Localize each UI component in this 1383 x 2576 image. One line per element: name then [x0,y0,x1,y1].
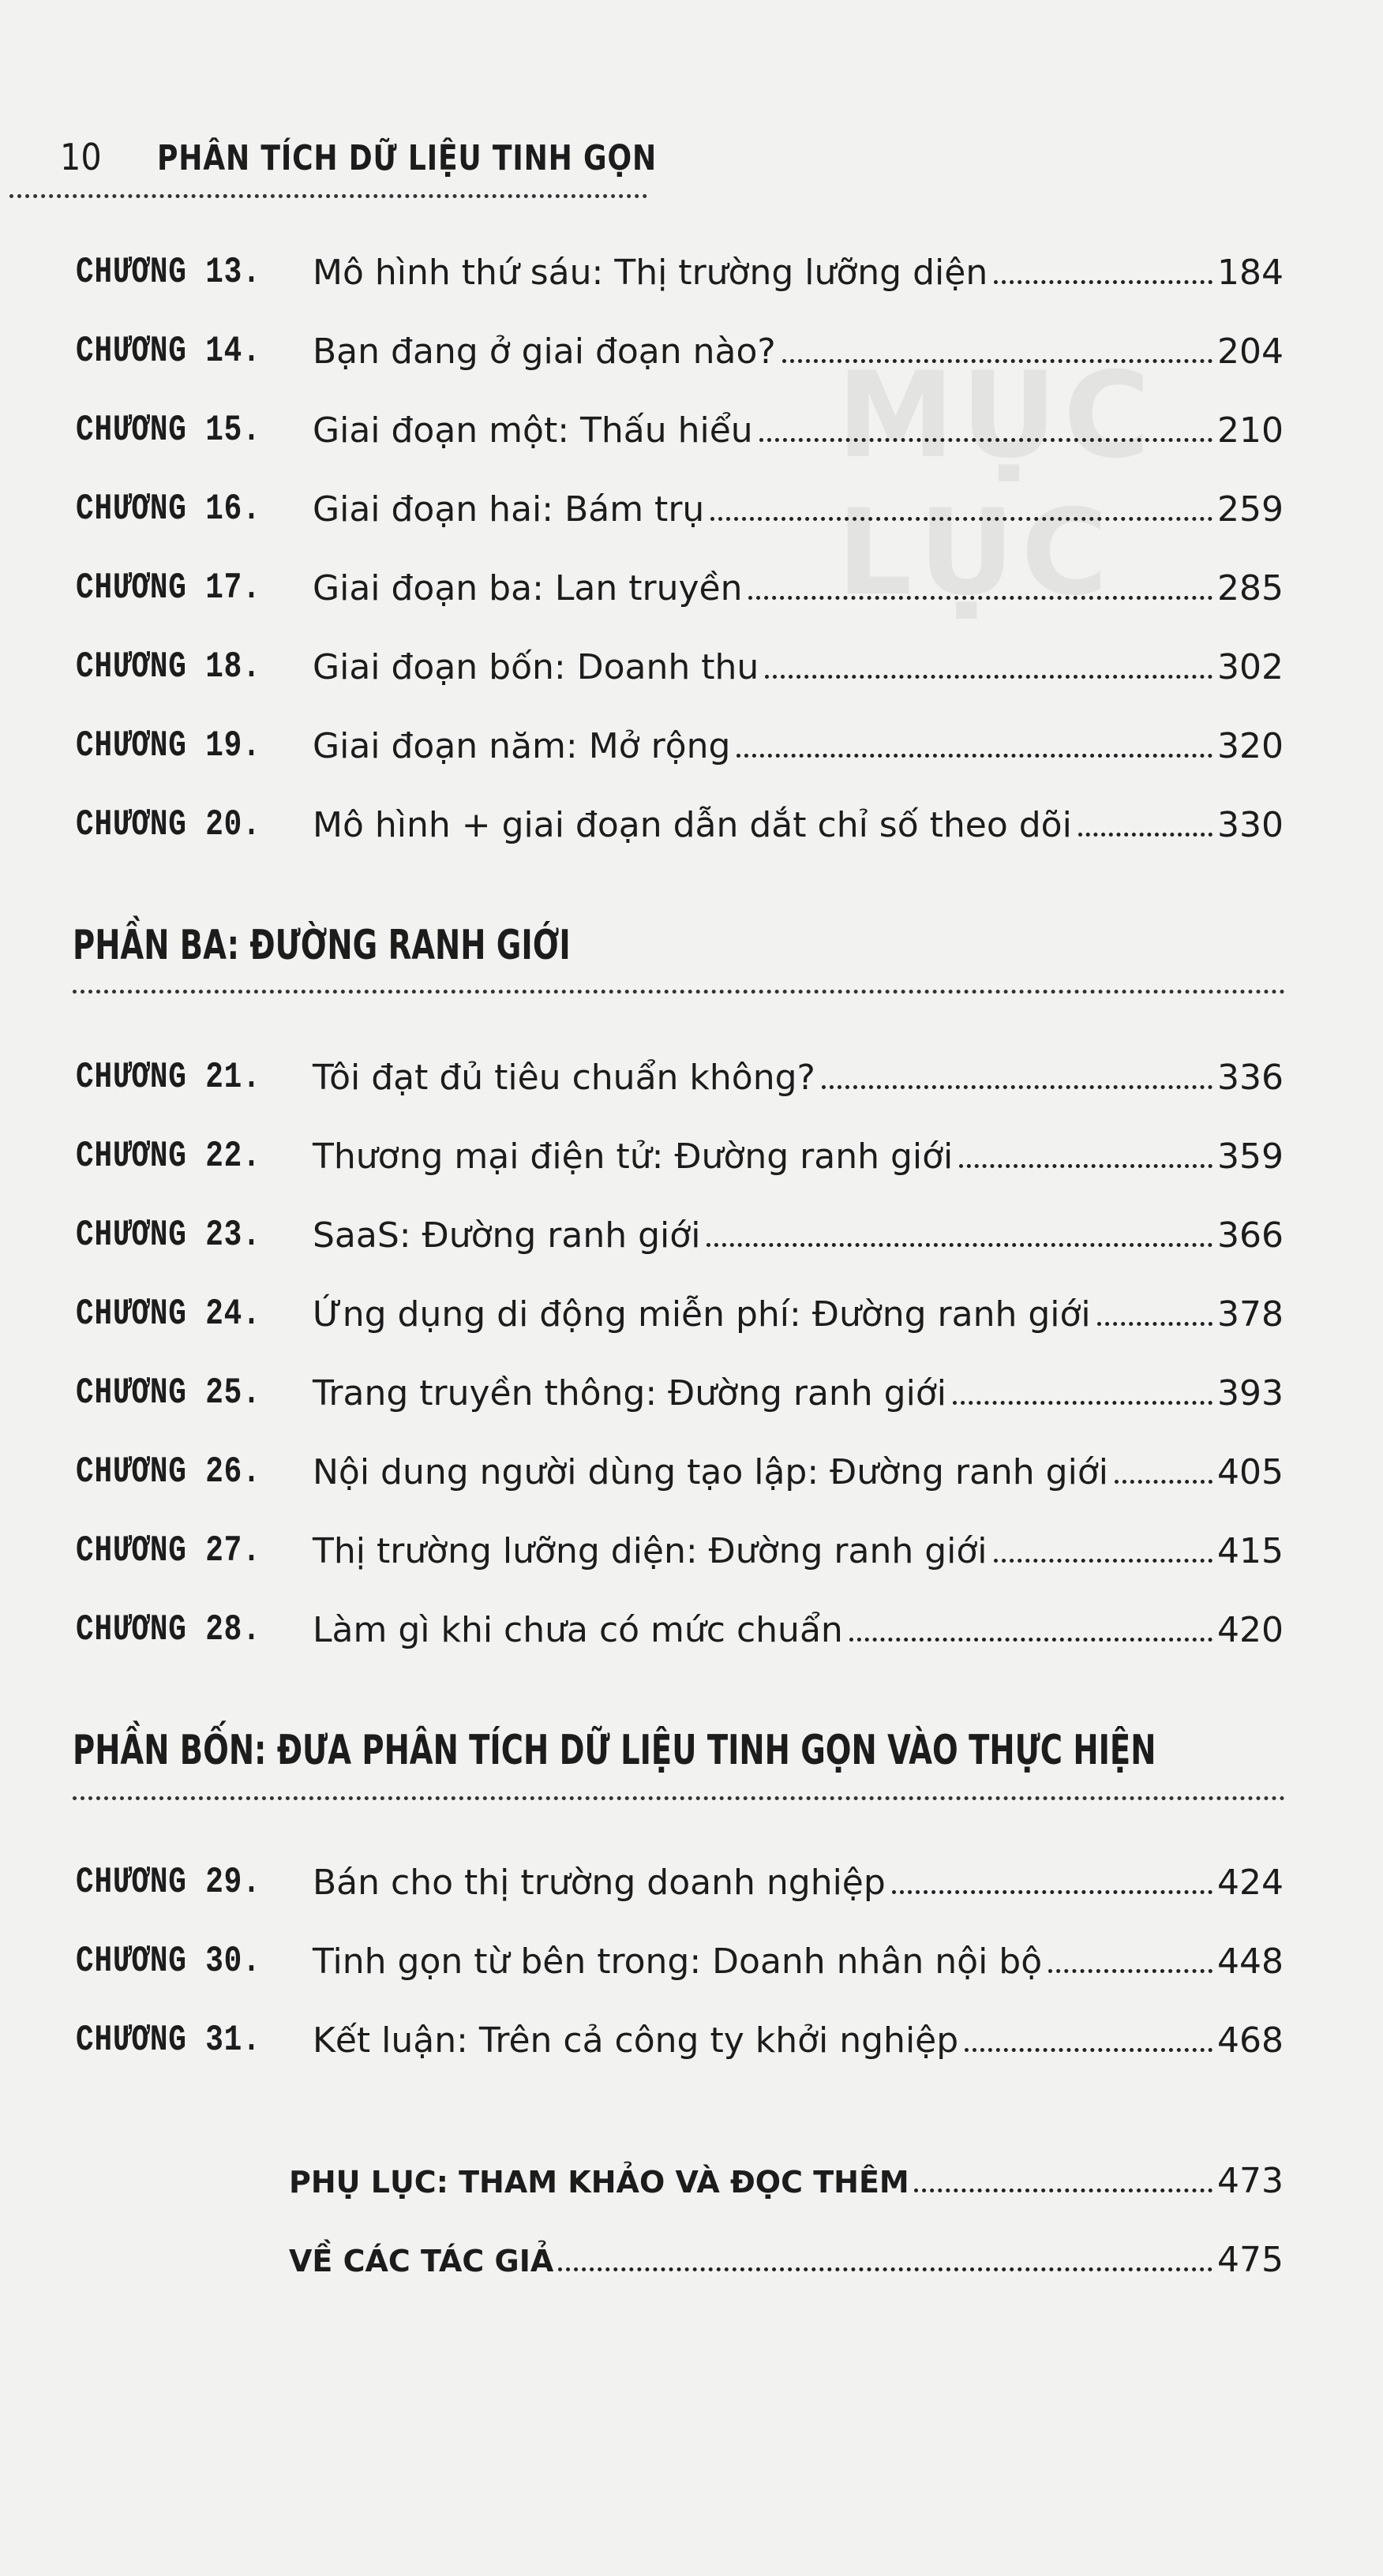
appendix-page: 475 [1217,2240,1284,2280]
toc-entry[interactable] [76,1365,1284,1421]
toc-entry[interactable] [76,797,1284,852]
toc-entry[interactable] [76,1286,1284,1342]
chapter-label: CHƯƠNG 29. [76,1862,261,1903]
chapter-label: CHƯƠNG 23. [76,1215,261,1256]
toc-entry[interactable] [289,2240,1284,2295]
chapter-label: CHƯƠNG 27. [76,1530,261,1571]
chapter-label: CHƯƠNG 22. [76,1136,261,1177]
chapter-label: CHƯƠNG 30. [76,1941,261,1982]
dot-leader [736,754,1212,758]
chapter-label: CHƯƠNG 24. [76,1294,261,1335]
chapter-title: Tinh gọn từ bên trong: Doanh nhân nội bộ [313,1941,1043,1982]
chapter-title: Ứng dụng di động miễn phí: Đường ranh giới [313,1294,1091,1335]
chapter-page: 330 [1217,804,1284,845]
toc-entry[interactable] [76,1523,1284,1578]
chapter-page: 393 [1217,1372,1284,1413]
dot-leader [1078,833,1212,837]
toc-entry[interactable] [76,2012,1284,2068]
chapter-title: Thị trường lưỡng diện: Đường ranh giới [313,1530,988,1571]
chapter-title: Giai đoạn ba: Lan truyền [313,567,743,608]
toc-entry[interactable] [76,1444,1284,1500]
chapter-label: CHƯƠNG 15. [76,410,261,451]
dot-leader [914,2188,1212,2192]
dot-leader [748,596,1212,600]
chapter-title: Giai đoạn một: Thấu hiểu [313,410,753,451]
chapter-title: Mô hình + giai đoạn dẫn dắt chỉ số theo dõi [313,804,1072,845]
dot-leader [965,2048,1212,2052]
appendix-page: 473 [1217,2161,1284,2201]
chapter-page: 359 [1217,1136,1284,1177]
chapter-label: CHƯƠNG 20. [76,804,261,845]
chapter-page: 424 [1217,1862,1284,1903]
dot-leader [959,1164,1212,1168]
chapter-title: Bạn đang ở giai đoạn nào? [313,331,776,372]
chapter-title: Trang truyền thông: Đường ranh giới [313,1372,946,1413]
dot-leader [849,1638,1212,1642]
chapter-title: Giai đoạn năm: Mở rộng [313,725,731,766]
chapter-page: 468 [1217,2020,1284,2061]
toc-entry[interactable] [76,1855,1284,1910]
chapter-label: CHƯƠNG 16. [76,489,261,530]
toc-entry[interactable] [76,639,1284,695]
dot-leader [994,280,1212,284]
dot-leader [953,1401,1212,1405]
chapter-page: 210 [1217,410,1284,451]
toc-entry[interactable] [76,1050,1284,1105]
appendix-title: VỀ CÁC TÁC GIẢ [289,2244,554,2278]
book-title: PHÂN TÍCH DỮ LIỆU TINH GỌN [156,138,657,178]
chapter-title: Tôi đạt đủ tiêu chuẩn không? [313,1057,815,1098]
dot-leader [1048,1969,1212,1973]
chapter-label: CHƯƠNG 25. [76,1372,261,1413]
chapter-title: SaaS: Đường ranh giới [313,1215,701,1256]
chapter-page: 378 [1217,1294,1284,1335]
chapter-page: 302 [1217,646,1284,687]
chapter-page: 184 [1217,252,1284,293]
chapter-title: Kết luận: Trên cả công ty khởi nghiệp [313,2020,959,2061]
chapter-title: Thương mại điện tử: Đường ranh giới [313,1136,954,1177]
chapter-title: Nội dung người dùng tạo lập: Đường ranh giới [313,1451,1108,1492]
dot-leader [782,359,1212,363]
toc-entry[interactable] [76,402,1284,458]
running-header [60,136,766,178]
chapter-page: 366 [1217,1215,1284,1256]
toc-entry[interactable] [76,1129,1284,1184]
toc-entry[interactable] [76,1602,1284,1657]
part-three-divider [73,990,1285,994]
dot-leader [892,1890,1212,1894]
dot-leader [1115,1480,1212,1484]
part-three-heading[interactable]: PHẦN BA: ĐƯỜNG RANH GIỚI [73,922,571,969]
toc-entry[interactable] [76,560,1284,616]
chapter-page: 448 [1217,1941,1284,1982]
dot-leader [759,438,1212,442]
chapter-title: Giai đoạn hai: Bám trụ [313,489,705,530]
bleed-through-heading: MỤC LỤC [837,347,1157,622]
dot-leader [822,1085,1212,1089]
chapter-label: CHƯƠNG 31. [76,2020,261,2061]
dot-leader [765,675,1212,679]
chapter-label: CHƯƠNG 26. [76,1451,261,1492]
part-four-divider [73,1796,1285,1800]
toc-entry[interactable] [76,1208,1284,1263]
chapter-label: CHƯƠNG 19. [76,725,261,766]
chapter-title: Làm gì khi chưa có mức chuẩn [313,1609,843,1650]
dot-leader [1097,1322,1212,1326]
toc-entry[interactable] [289,2161,1284,2216]
chapter-page: 336 [1217,1057,1284,1098]
dot-leader [706,1243,1212,1247]
chapter-title: Bán cho thị trường doanh nghiệp [313,1862,886,1903]
chapter-label: CHƯƠNG 18. [76,646,261,687]
toc-entry[interactable] [76,1934,1284,1989]
chapter-label: CHƯƠNG 13. [76,252,261,293]
dot-leader [710,517,1212,521]
chapter-label: CHƯƠNG 17. [76,567,261,608]
chapter-page: 285 [1217,567,1284,608]
page-number: 10 [60,136,102,178]
chapter-page: 415 [1217,1530,1284,1571]
header-divider [9,194,647,198]
chapter-label: CHƯƠNG 14. [76,331,261,372]
chapter-page: 405 [1217,1451,1284,1492]
dot-leader [558,2267,1212,2271]
toc-entry[interactable] [76,245,1284,300]
chapter-page: 420 [1217,1609,1284,1650]
chapter-page: 320 [1217,725,1284,766]
chapter-page: 259 [1217,489,1284,530]
chapter-title: Giai đoạn bốn: Doanh thu [313,646,759,687]
part-four-heading[interactable]: PHẦN BỐN: ĐƯA PHÂN TÍCH DỮ LIỆU TINH GỌN VÀO THỰC HIỆN [73,1727,1156,1774]
chapter-label: CHƯƠNG 28. [76,1609,261,1650]
chapter-title: Mô hình thứ sáu: Thị trường lưỡng diện [313,252,988,293]
appendix-title: PHỤ LỤC: THAM KHẢO VÀ ĐỌC THÊM [289,2165,909,2200]
chapter-page: 204 [1217,331,1284,372]
toc-entry[interactable] [76,324,1284,379]
toc-entry[interactable] [76,718,1284,773]
dot-leader [994,1559,1213,1563]
toc-entry[interactable] [76,481,1284,537]
chapter-label: CHƯƠNG 21. [76,1057,261,1098]
